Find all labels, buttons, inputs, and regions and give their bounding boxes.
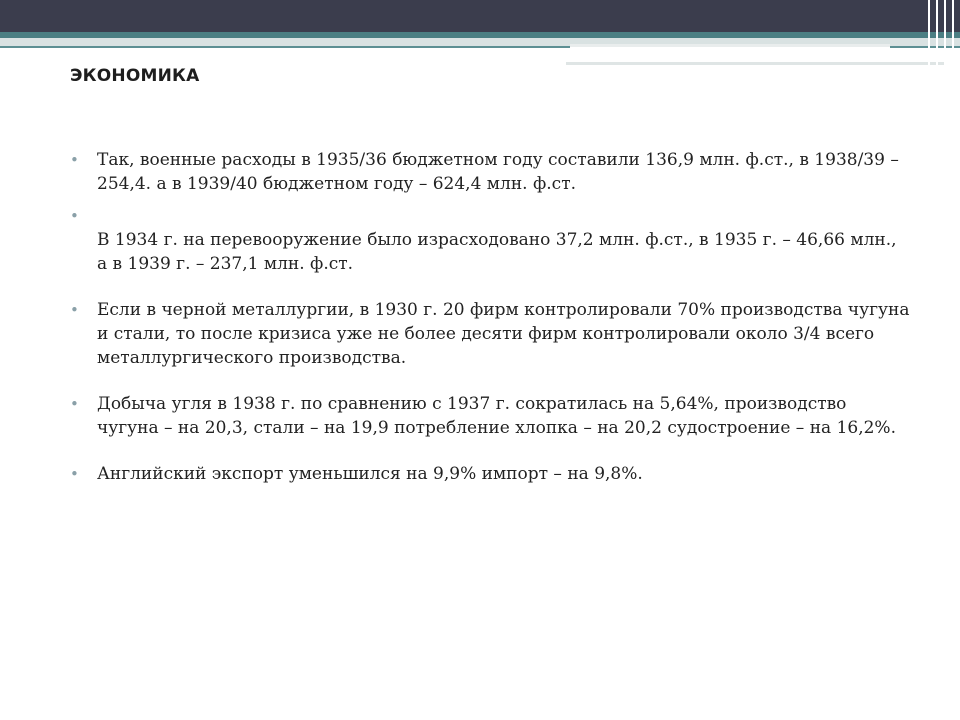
bullet-icon: • [70,207,79,225]
bullet-text: Добыча угля в 1938 г. по сравнению с 1937 г. сократилась на 5,64%, производство чугуна – на 20,3, стали – на 19,9 потребление хлопка – на 20,2 судостроение – на 16,2%. [97,394,896,438]
bullet-icon: • [70,301,79,319]
bullet-text: Так, военные расходы в 1935/36 бюджетном году составили 136,9 млн. ф.ст., в 1938/39 – 254,4. а в 1939/40 бюджетном году – 624,4 млн. ф.ст. [97,150,899,194]
bullet-icon: • [70,395,79,413]
bullet-icon: • [70,465,79,483]
bullet-item-empty [70,204,910,228]
bullet-item [70,148,910,196]
bullet-list [70,148,910,486]
bullet-text: Английский экспорт уменьшился на 9,9% импорт – на 9,8%. [97,464,643,484]
header-band [0,0,960,70]
bullet-icon: • [70,151,79,169]
slide-title: ЭКОНОМИКА [70,66,200,86]
bullet-item [70,462,910,486]
bullet-text: В 1934 г. на перевооружение было израсходовано 37,2 млн. ф.ст., в 1935 г. – 46,66 млн., а в 1939 г. – 237,1 млн. ф.ст. [97,230,897,274]
bullet-item-continuation [70,228,910,276]
header-tab-underline [566,62,946,65]
bullet-text: Если в черной металлургии, в 1930 г. 20 фирм контролировали 70% производства чугуна и стали, то после кризиса уже не более десяти фирм контролировали около 3/4 всего металлургического производства. [97,300,910,368]
header-stripes [922,0,960,70]
header-dark-bar [0,0,960,32]
bullet-item [70,392,910,440]
bullet-item [70,298,910,370]
